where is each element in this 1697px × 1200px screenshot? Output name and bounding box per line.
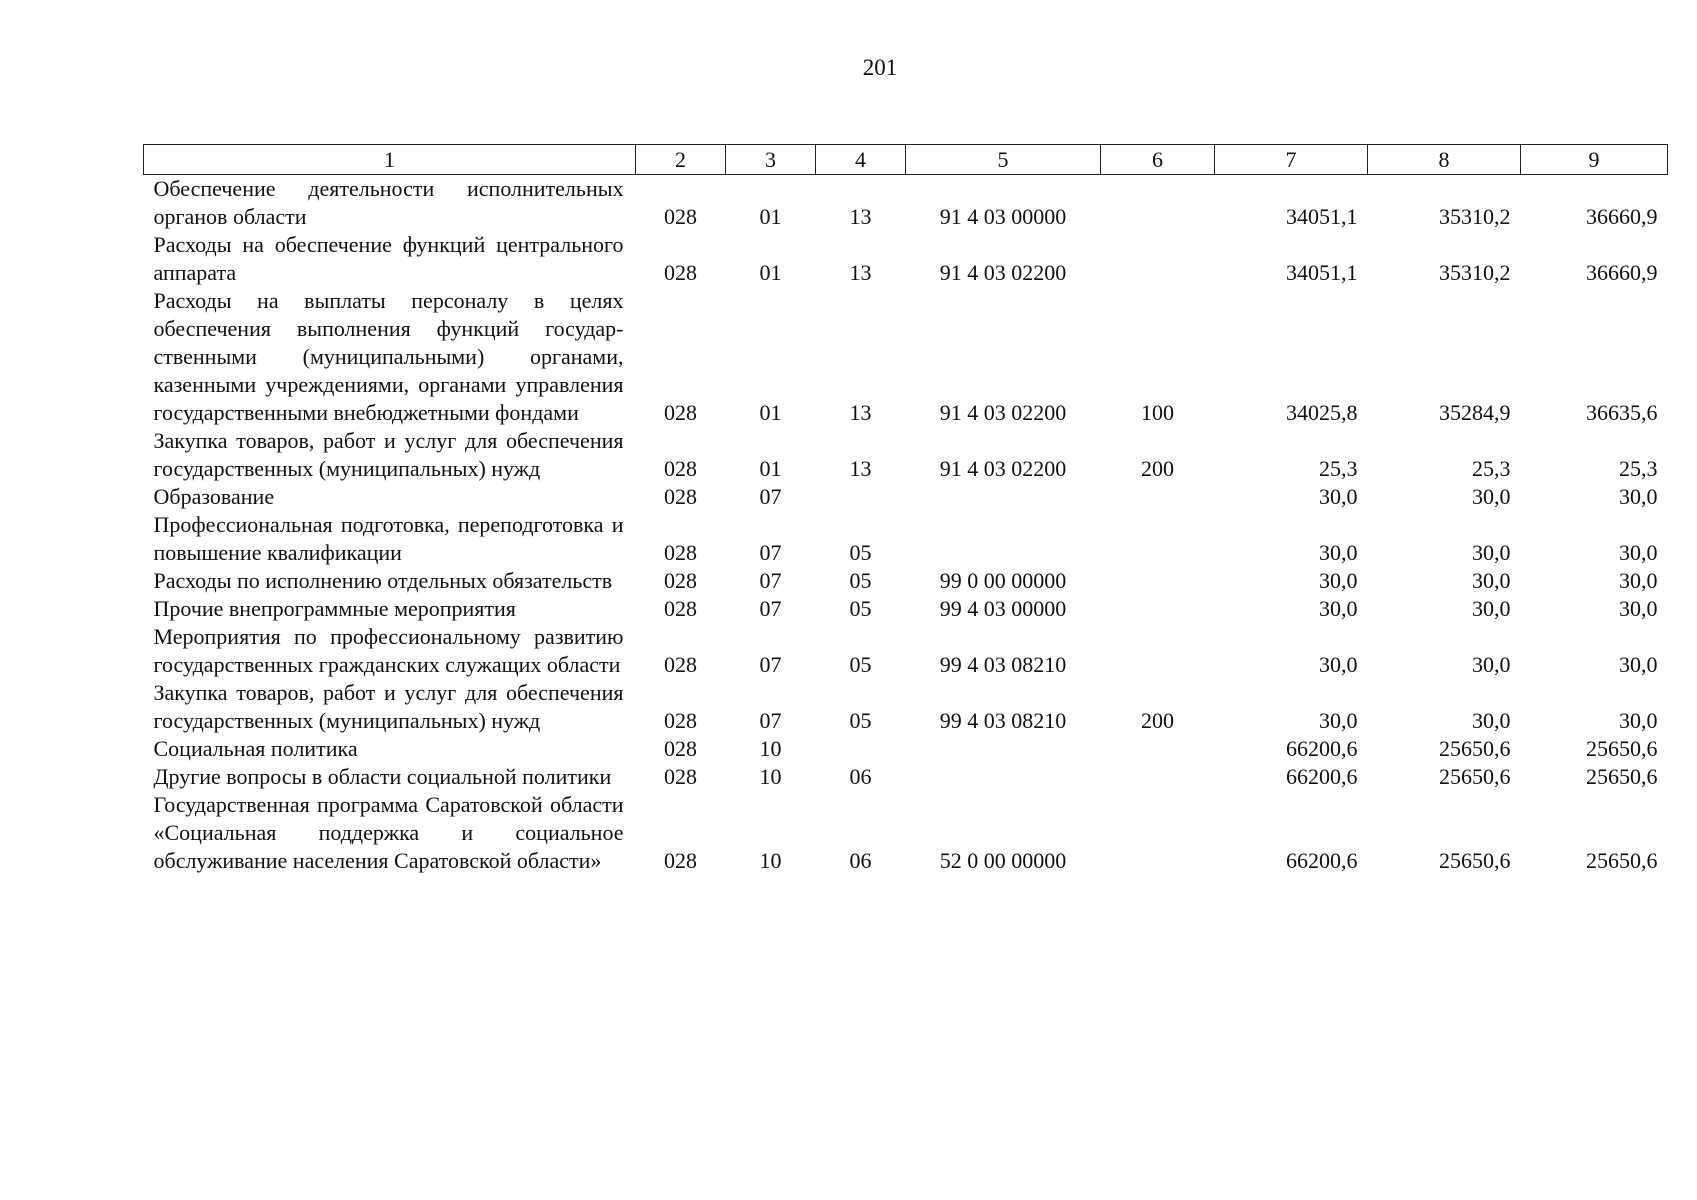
cell-col-5: 99 4 03 08210 xyxy=(939,652,1067,677)
cell-col-5 xyxy=(906,763,1101,791)
cell-col-5: 91 4 03 00000 xyxy=(939,204,1067,229)
cell-col-4: 05 xyxy=(849,708,872,733)
cell-col-7: 30,0 xyxy=(1319,484,1358,509)
cell-col-5: 91 4 03 02200 xyxy=(939,260,1067,285)
cell-col-6 xyxy=(1101,231,1215,287)
cell-col-9: 36660,9 xyxy=(1586,204,1658,229)
row-description: Государственная программа Саратовской области «Социальная поддержка и социальное обслуживание населения Саратовской области» xyxy=(153,792,624,873)
cell-col-2: 028 xyxy=(664,204,697,229)
cell-col-5: 52 0 00 00000 xyxy=(939,848,1067,873)
cell-col-9: 30,0 xyxy=(1619,708,1658,733)
row-description: Закупка товаров, работ и услуг для обеспечения государственных (муниципальных) нужд xyxy=(153,428,624,481)
table-row xyxy=(144,623,1668,679)
cell-col-4: 05 xyxy=(849,568,872,593)
cell-col-2: 028 xyxy=(664,400,697,425)
cell-col-9: 25650,6 xyxy=(1586,764,1658,789)
table-row xyxy=(144,595,1668,623)
header-cell: 8 xyxy=(1368,145,1521,175)
cell-col-6 xyxy=(1101,735,1215,763)
table-row xyxy=(144,483,1668,511)
cell-col-7: 34051,1 xyxy=(1286,260,1358,285)
table-row xyxy=(144,679,1668,735)
header-row xyxy=(144,145,1668,175)
cell-col-9: 30,0 xyxy=(1619,484,1658,509)
cell-col-2: 028 xyxy=(664,540,697,565)
page-number: 201 xyxy=(862,55,898,80)
cell-col-6: 200 xyxy=(1141,456,1174,481)
cell-col-6 xyxy=(1101,567,1215,595)
cell-col-3: 01 xyxy=(759,204,782,229)
cell-col-7: 34025,8 xyxy=(1286,400,1358,425)
cell-col-6 xyxy=(1101,791,1215,875)
cell-col-4 xyxy=(816,735,906,763)
cell-col-5: 99 4 03 00000 xyxy=(939,596,1067,621)
cell-col-9: 25,3 xyxy=(1619,456,1658,481)
cell-col-4: 06 xyxy=(849,764,872,789)
cell-col-3: 10 xyxy=(759,736,782,761)
table-row xyxy=(144,427,1668,483)
cell-col-3: 10 xyxy=(759,848,782,873)
cell-col-9: 36660,9 xyxy=(1586,260,1658,285)
cell-col-3: 07 xyxy=(759,484,782,509)
cell-col-4: 05 xyxy=(849,596,872,621)
cell-col-3: 07 xyxy=(759,540,782,565)
cell-col-3: 07 xyxy=(759,596,782,621)
cell-col-7: 30,0 xyxy=(1319,568,1358,593)
cell-col-3: 07 xyxy=(759,708,782,733)
cell-col-5: 91 4 03 02200 xyxy=(939,400,1067,425)
cell-col-4: 13 xyxy=(849,204,872,229)
header-cell: 1 xyxy=(144,145,636,175)
cell-col-2: 028 xyxy=(664,708,697,733)
cell-col-9: 30,0 xyxy=(1619,596,1658,621)
cell-col-9: 25650,6 xyxy=(1586,848,1658,873)
cell-col-7: 30,0 xyxy=(1319,540,1358,565)
cell-col-2: 028 xyxy=(664,484,697,509)
cell-col-7: 25,3 xyxy=(1319,456,1358,481)
cell-col-8: 30,0 xyxy=(1472,596,1511,621)
cell-col-3: 07 xyxy=(759,568,782,593)
cell-col-6 xyxy=(1101,623,1215,679)
budget-table xyxy=(143,144,1668,875)
cell-col-8: 30,0 xyxy=(1472,652,1511,677)
cell-col-7: 66200,6 xyxy=(1286,848,1358,873)
cell-col-6 xyxy=(1101,763,1215,791)
cell-col-6: 200 xyxy=(1141,708,1174,733)
header-cell: 4 xyxy=(816,145,906,175)
cell-col-7: 30,0 xyxy=(1319,708,1358,733)
cell-col-9: 30,0 xyxy=(1619,568,1658,593)
cell-col-2: 028 xyxy=(664,736,697,761)
table-row xyxy=(144,511,1668,567)
table-row xyxy=(144,287,1668,427)
table-row xyxy=(144,231,1668,287)
header-cell: 6 xyxy=(1101,145,1215,175)
header-cell: 5 xyxy=(906,145,1101,175)
cell-col-8: 35310,2 xyxy=(1439,260,1511,285)
table-row xyxy=(144,791,1668,875)
cell-col-9: 30,0 xyxy=(1619,540,1658,565)
cell-col-6 xyxy=(1101,483,1215,511)
cell-col-3: 01 xyxy=(759,400,782,425)
row-description: Обеспечение деятельности исполнительных органов области xyxy=(153,176,624,229)
row-description: Социальная политика xyxy=(153,736,358,761)
cell-col-2: 028 xyxy=(664,764,697,789)
cell-col-5: 91 4 03 02200 xyxy=(939,456,1067,481)
cell-col-8: 30,0 xyxy=(1472,708,1511,733)
cell-col-6 xyxy=(1101,511,1215,567)
cell-col-4: 13 xyxy=(849,456,872,481)
header-cell: 3 xyxy=(726,145,816,175)
cell-col-8: 25650,6 xyxy=(1439,848,1511,873)
row-description: Образование xyxy=(153,484,275,509)
cell-col-8: 30,0 xyxy=(1472,540,1511,565)
row-description: Расходы на выплаты персоналу в целях обеспечения выполнения функций государственными (муниципальными) органами, казенными учреждениями, органами управления государственными внебюджетными фондами xyxy=(153,288,624,425)
cell-col-8: 25650,6 xyxy=(1439,736,1511,761)
cell-col-9: 36635,6 xyxy=(1586,400,1658,425)
cell-col-5 xyxy=(906,511,1101,567)
cell-col-8: 25,3 xyxy=(1472,456,1511,481)
row-description: Расходы по исполнению отдельных обязательств xyxy=(153,568,613,593)
cell-col-7: 34051,1 xyxy=(1286,204,1358,229)
cell-col-7: 30,0 xyxy=(1319,596,1358,621)
cell-col-8: 30,0 xyxy=(1472,484,1511,509)
table-row xyxy=(144,567,1668,595)
cell-col-4: 13 xyxy=(849,260,872,285)
cell-col-2: 028 xyxy=(664,596,697,621)
cell-col-5 xyxy=(906,735,1101,763)
cell-col-6 xyxy=(1101,595,1215,623)
cell-col-4: 05 xyxy=(849,652,872,677)
row-description: Профессиональная подготовка, переподготовка и повышение квалификации xyxy=(153,512,624,565)
cell-col-8: 25650,6 xyxy=(1439,764,1511,789)
cell-col-2: 028 xyxy=(664,652,697,677)
table-row xyxy=(144,763,1668,791)
header-cell: 7 xyxy=(1215,145,1368,175)
header-cell: 2 xyxy=(636,145,726,175)
cell-col-4: 06 xyxy=(849,848,872,873)
cell-col-8: 35310,2 xyxy=(1439,204,1511,229)
cell-col-2: 028 xyxy=(664,260,697,285)
cell-col-2: 028 xyxy=(664,848,697,873)
cell-col-8: 30,0 xyxy=(1472,568,1511,593)
row-description: Закупка товаров, работ и услуг для обеспечения государственных (муниципальных) нужд xyxy=(153,680,624,733)
cell-col-9: 30,0 xyxy=(1619,652,1658,677)
cell-col-9: 25650,6 xyxy=(1586,736,1658,761)
cell-col-2: 028 xyxy=(664,568,697,593)
cell-col-8: 35284,9 xyxy=(1439,400,1511,425)
table-row xyxy=(144,175,1668,232)
header-cell: 9 xyxy=(1521,145,1668,175)
cell-col-3: 01 xyxy=(759,456,782,481)
cell-col-7: 66200,6 xyxy=(1286,764,1358,789)
cell-col-2: 028 xyxy=(664,456,697,481)
table-row xyxy=(144,735,1668,763)
cell-col-5: 99 4 03 08210 xyxy=(939,708,1067,733)
row-description: Прочие внепрограммные мероприятия xyxy=(153,596,516,621)
cell-col-3: 10 xyxy=(759,764,782,789)
cell-col-5 xyxy=(906,483,1101,511)
cell-col-7: 66200,6 xyxy=(1286,736,1358,761)
cell-col-6: 100 xyxy=(1141,400,1174,425)
cell-col-6 xyxy=(1101,175,1215,232)
cell-col-5: 99 0 00 00000 xyxy=(939,568,1067,593)
cell-col-3: 01 xyxy=(759,260,782,285)
row-description: Мероприятия по профессиональному развитию государственных гражданских служащих области xyxy=(153,624,624,677)
row-description: Расходы на обеспечение функций центрального аппарата xyxy=(153,232,624,285)
cell-col-4 xyxy=(816,483,906,511)
cell-col-7: 30,0 xyxy=(1319,652,1358,677)
cell-col-4: 05 xyxy=(849,540,872,565)
cell-col-3: 07 xyxy=(759,652,782,677)
cell-col-4: 13 xyxy=(849,400,872,425)
row-description: Другие вопросы в области социальной политики xyxy=(153,764,612,789)
